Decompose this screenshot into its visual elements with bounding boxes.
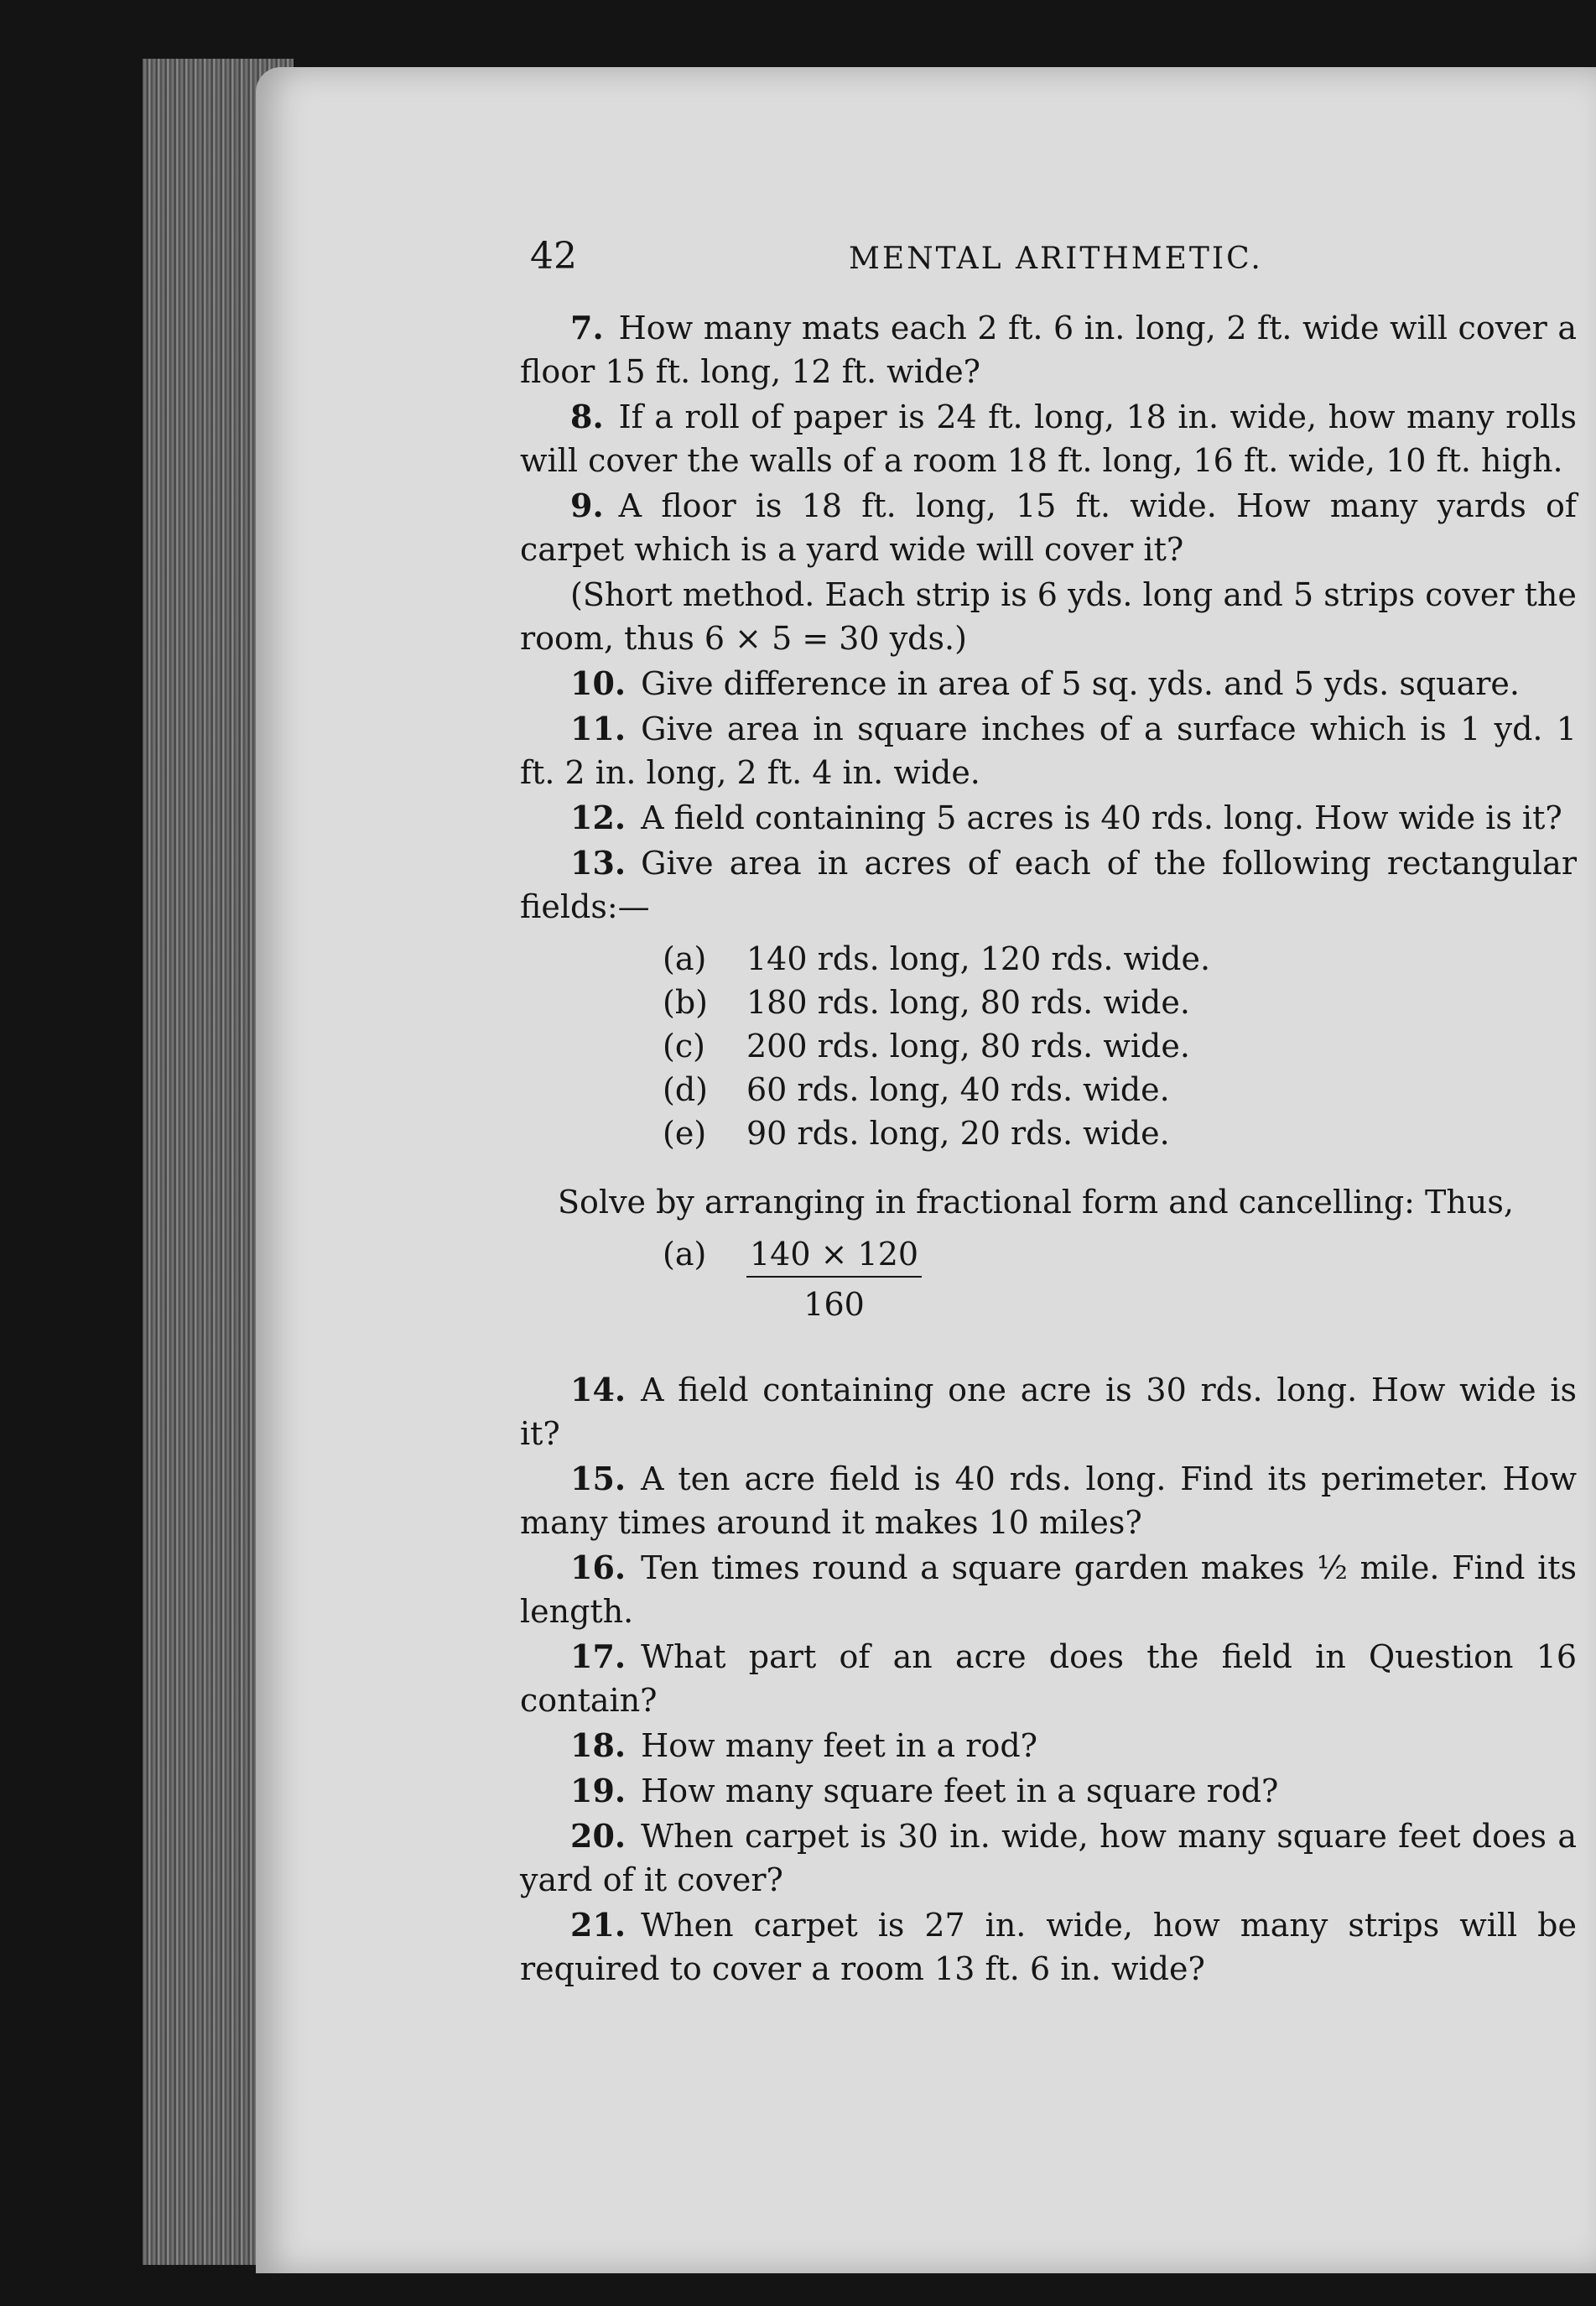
solve-instruction: Solve by arranging in fractional form and cancelling: Thus, <box>558 1184 1514 1221</box>
question-16 <box>520 1546 1577 1633</box>
question-number: 8. <box>570 398 604 435</box>
question-number: 21. <box>570 1906 626 1944</box>
question-text: What part of an acre does the field in Question 16 contain? <box>520 1638 1577 1719</box>
question-number: 13. <box>570 844 626 882</box>
question-text: When carpet is 30 in. wide, how many square feet does a yard of it cover? <box>520 1818 1577 1898</box>
question-text: A field containing one acre is 30 rds. long. How wide is it? <box>520 1372 1577 1452</box>
sub-item-list <box>663 937 1577 1155</box>
sub-item-text: 200 rds. long, 80 rds. wide. <box>746 1028 1190 1065</box>
question-21 <box>520 1903 1577 1991</box>
question-15 <box>520 1457 1577 1544</box>
short-method-note: (Short method. Each strip is 6 yds. long and 5 strips cover the room, thus 6 × 5 = 30 yds.) <box>520 576 1577 657</box>
question-text: A ten acre field is 40 rds. long. Find its perimeter. How many times around it makes 10 miles? <box>520 1460 1577 1541</box>
question-14 <box>520 1368 1577 1455</box>
question-number: 14. <box>570 1371 626 1408</box>
question-19 <box>520 1769 1577 1813</box>
question-text: When carpet is 27 in. wide, how many strips will be required to cover a room 13 ft. 6 in. wide? <box>520 1907 1577 1987</box>
question-text: Give area in square inches of a surface which is 1 yd. 1 ft. 2 in. long, 2 ft. 4 in. wide. <box>520 711 1577 791</box>
spacer <box>520 1326 1577 1368</box>
running-title: MENTAL ARITHMETIC. <box>849 242 1263 276</box>
list-item <box>663 1068 1577 1111</box>
list-item <box>663 1111 1577 1155</box>
question-number: 20. <box>570 1817 626 1855</box>
fraction-label: (a) <box>663 1236 707 1273</box>
question-text: How many square feet in a square rod? <box>641 1772 1279 1809</box>
question-text: A field containing 5 acres is 40 rds. long. How wide is it? <box>641 799 1562 836</box>
fraction-numerator: 140 × 120 <box>746 1232 922 1278</box>
question-7 <box>520 306 1577 393</box>
question-number: 18. <box>570 1726 626 1764</box>
question-20 <box>520 1814 1577 1902</box>
question-text: Give area in acres of each of the following rectangular fields:— <box>520 845 1577 925</box>
question-number: 7. <box>570 309 604 346</box>
sub-item-label: (c) <box>663 1028 705 1065</box>
sub-item-label: (e) <box>663 1115 707 1152</box>
question-text: How many feet in a rod? <box>641 1727 1038 1764</box>
question-number: 11. <box>570 710 626 747</box>
question-number: 16. <box>570 1549 626 1586</box>
question-number: 10. <box>570 664 626 702</box>
page-text <box>520 235 1577 1992</box>
sub-item-text: 60 rds. long, 40 rds. wide. <box>746 1071 1170 1108</box>
question-10 <box>520 662 1577 705</box>
page-number: 42 <box>530 235 577 278</box>
question-number: 12. <box>570 799 626 836</box>
list-item <box>663 937 1577 981</box>
question-9 <box>520 484 1577 571</box>
question-text: If a roll of paper is 24 ft. long, 18 in. wide, how many rolls will cover the walls of a room 18 ft. long, 16 ft. wide, 10 ft. high. <box>520 398 1577 479</box>
question-13 <box>520 841 1577 929</box>
sub-item-label: (d) <box>663 1071 708 1108</box>
fraction-denominator: 160 <box>803 1286 865 1323</box>
page-header <box>520 235 1577 281</box>
question-12 <box>520 796 1577 840</box>
question-number: 19. <box>570 1772 626 1809</box>
question-8 <box>520 395 1577 482</box>
list-item <box>663 1024 1577 1068</box>
fraction-example <box>663 1232 1577 1326</box>
fraction <box>746 1232 922 1326</box>
sub-item-text: 90 rds. long, 20 rds. wide. <box>746 1115 1170 1152</box>
question-17 <box>520 1635 1577 1722</box>
sub-item-text: 140 rds. long, 120 rds. wide. <box>746 940 1211 977</box>
question-18 <box>520 1724 1577 1767</box>
question-text: How many mats each 2 ft. 6 in. long, 2 ft. wide will cover a floor 15 ft. long, 12 ft. wide? <box>520 310 1577 390</box>
sub-item-label: (a) <box>663 940 707 977</box>
question-text: Ten times round a square garden makes ½ mile. Find its length. <box>520 1549 1577 1630</box>
list-item <box>663 981 1577 1024</box>
question-number: 9. <box>570 487 604 524</box>
sub-item-text: 180 rds. long, 80 rds. wide. <box>746 984 1190 1021</box>
question-text: A floor is 18 ft. long, 15 ft. wide. How many yards of carpet which is a yard wide will cover it? <box>520 487 1577 568</box>
question-text: Give difference in area of 5 sq. yds. and 5 yds. square. <box>641 665 1521 702</box>
question-number: 17. <box>570 1637 626 1675</box>
question-11 <box>520 707 1577 794</box>
question-number: 15. <box>570 1460 626 1497</box>
sub-item-label: (b) <box>663 984 708 1021</box>
